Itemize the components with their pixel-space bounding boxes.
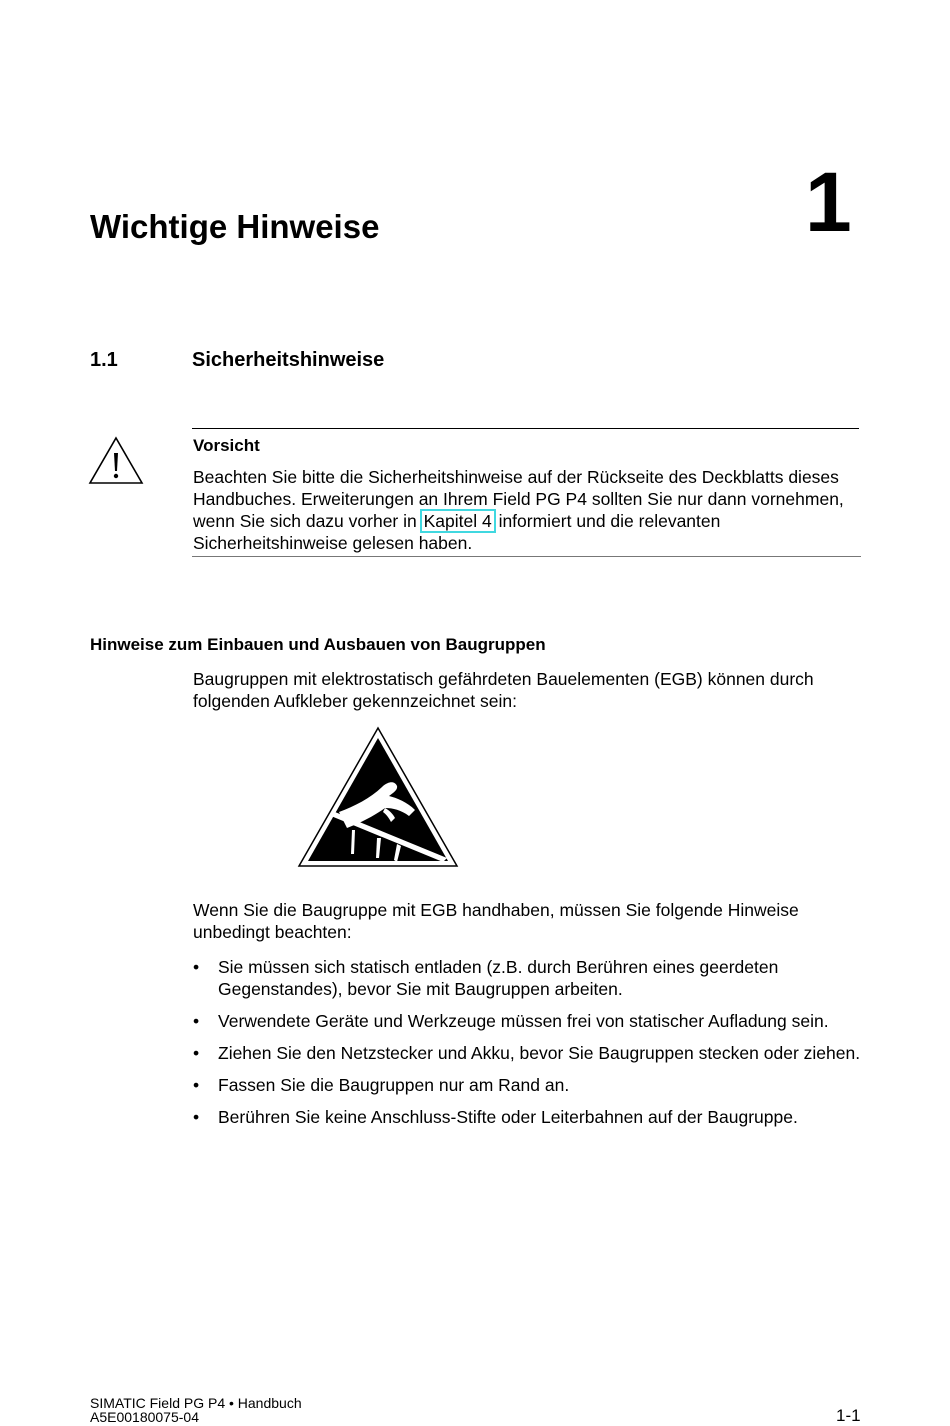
modules-instructions-paragraph: Wenn Sie die Baugruppe mit EGB handhaben, müssen Sie folgende Hinweise unbedingt beachten: <box>193 900 799 942</box>
esd-warning-icon <box>297 726 459 868</box>
caution-text <box>193 466 863 554</box>
list-item <box>193 1074 873 1096</box>
bullet-icon: • <box>193 1043 200 1063</box>
bullet-icon: • <box>193 1107 200 1127</box>
list-item-text: Sie müssen sich statisch entladen (z.B. durch Berühren eines geerdeten Gegenstandes), bevor Sie mit Baugruppen arbeiten. <box>218 957 779 999</box>
caution-top-divider <box>192 428 859 429</box>
warning-triangle-icon <box>88 436 144 486</box>
caution-text-before-link: Beachten Sie bitte die Sicherheitshinweise auf der Rückseite des Deckblatts dieses Handbuches. Erweiterungen an Ihrem Field PG P4 sollten Sie nur dann vornehmen, wenn Sie sich dazu vorher in <box>193 467 844 531</box>
chapter-number: 1 <box>805 155 852 249</box>
caution-bottom-divider <box>192 556 861 557</box>
list-item-text: Verwendete Geräte und Werkzeuge müssen frei von statischer Aufladung sein. <box>218 1011 829 1031</box>
page-number: 1-1 <box>836 1406 861 1425</box>
section-number: 1.1 <box>90 349 118 371</box>
bullet-icon: • <box>193 1075 200 1095</box>
esd-handling-list <box>193 956 873 1138</box>
list-item <box>193 1042 873 1064</box>
list-item-text: Fassen Sie die Baugruppen nur am Rand an. <box>218 1075 570 1095</box>
list-item <box>193 1010 873 1032</box>
modules-intro-paragraph: Baugruppen mit elektrostatisch gefährdeten Bauelementen (EGB) können durch folgenden Aufkleber gekennzeichnet sein: <box>193 669 814 711</box>
chapter-4-link[interactable]: Kapitel 4 <box>423 511 492 531</box>
chapter-title: Wichtige Hinweise <box>90 208 380 245</box>
footer-order-number: A5E00180075-04 <box>90 1409 199 1425</box>
list-item <box>193 956 873 1000</box>
list-item-text: Berühren Sie keine Anschluss-Stifte oder Leiterbahnen auf der Baugruppe. <box>218 1107 798 1127</box>
list-item-text: Ziehen Sie den Netzstecker und Akku, bevor Sie Baugruppen stecken oder ziehen. <box>218 1043 861 1063</box>
caution-heading: Vorsicht <box>193 436 260 455</box>
bullet-icon: • <box>193 957 200 977</box>
bullet-icon: • <box>193 1011 200 1031</box>
section-title: Sicherheitshinweise <box>192 349 385 371</box>
caution-text-after-link: informiert und die relevanten Sicherheitshinweise gelesen haben. <box>193 511 721 553</box>
footer-product: SIMATIC Field PG P4 • Handbuch <box>90 1395 302 1411</box>
modules-heading: Hinweise zum Einbauen und Ausbauen von Baugruppen <box>90 635 546 654</box>
list-item <box>193 1106 873 1128</box>
